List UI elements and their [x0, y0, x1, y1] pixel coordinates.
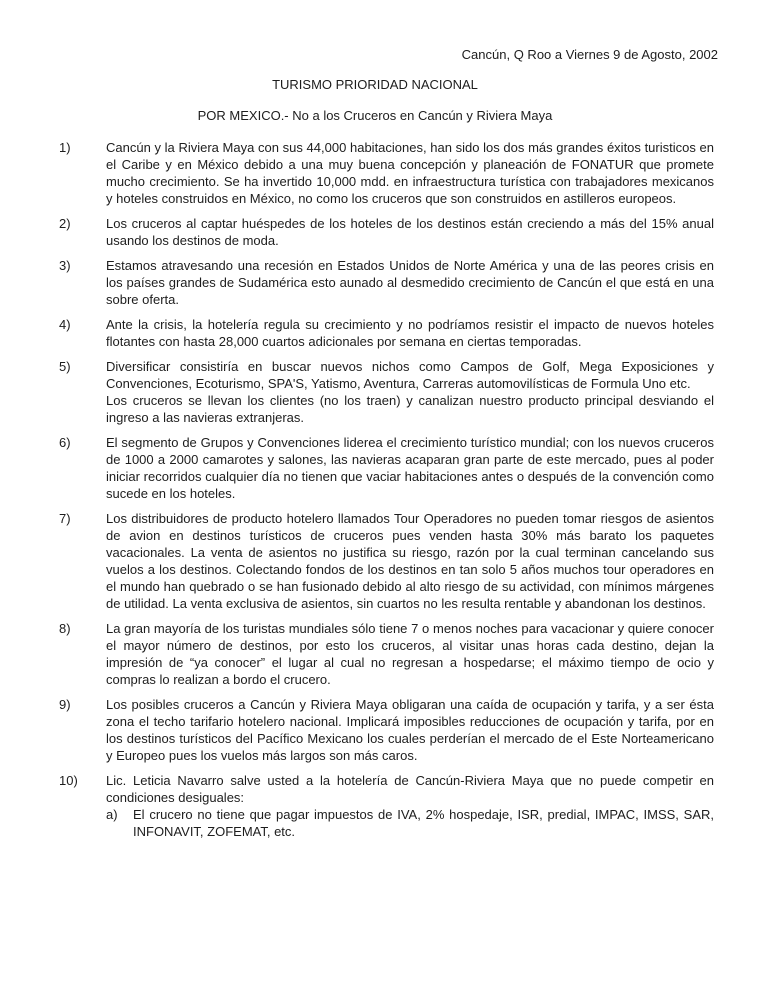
item-paragraph: La gran mayoría de los turistas mundiales sólo tiene 7 o menos noches para vacacionar y quiere conocer el mayor número de destinos, por esto los cruceros, al visitar unas horas cada destino, dejan la impresión de “ya conocer” el lugar al cual no regresan a hospedarse; el máximo tiempo de ocio y compras lo realizan a bordo el crucero.	[106, 620, 714, 687]
item-paragraph: El segmento de Grupos y Convenciones liderea el crecimiento turístico mundial; con los nuevos cruceros de 1000 a 2000 camarotes y salones, las navieras acaparan gran parte de este mercado, pues al poder iniciar recorridos cualquier día no tienen que vaciar habitaciones antes o después de la convención como sucede en los hoteles.	[106, 434, 714, 501]
item-paragraph: Lic. Leticia Navarro salve usted a la hotelería de Cancún-Riviera Maya que no puede competir en condiciones desiguales:	[106, 772, 714, 805]
item-body	[106, 316, 714, 350]
date-line: Cancún, Q Roo a Viernes 9 de Agosto, 2002	[461, 47, 718, 62]
list-item	[59, 772, 768, 840]
item-number: 1)	[59, 139, 71, 155]
item-number: 6)	[59, 434, 71, 450]
item-number: 2)	[59, 215, 71, 231]
item-body	[106, 510, 714, 612]
numbered-list	[0, 139, 768, 840]
item-number: 10)	[59, 772, 78, 788]
list-item	[59, 620, 768, 688]
document-title: TURISMO PRIORIDAD NACIONAL	[272, 77, 478, 92]
item-paragraph: Los cruceros al captar huéspedes de los hoteles de los destinos están creciendo a más del 15% anual usando los destinos de moda.	[106, 215, 714, 248]
document-subtitle: POR MEXICO.- No a los Cruceros en Cancún y Riviera Maya	[197, 107, 553, 123]
item-body	[106, 257, 714, 308]
item-paragraph: Estamos atravesando una recesión en Estados Unidos de Norte América y una de las peores crisis en los países grandes de Sudamérica esto aunado al desmedido crecimiento de Cancún el que está en una sobre oferta.	[106, 257, 714, 307]
list-item	[59, 510, 768, 612]
list-item	[59, 316, 768, 350]
item-paragraph: Ante la crisis, la hotelería regula su crecimiento y no podríamos resistir el impacto de nuevos hoteles flotantes con hasta 28,000 cuartos adicionales por semana en ciertas temporadas.	[106, 316, 714, 349]
list-item	[59, 434, 768, 502]
item-body	[106, 696, 714, 764]
item-paragraph: Diversificar consistiría en buscar nuevos nichos como Campos de Golf, Mega Exposiciones y Convenciones, Ecoturismo, SPA'S, Yatismo, Aventura, Carreras automovilísticas de Formula Uno etc.	[106, 358, 714, 391]
item-paragraph: Los posibles cruceros a Cancún y Riviera Maya obligaran una caída de ocupación y tarifa, y a ser ésta zona el techo tarifario hotelero nacional. Implicará imposibles reducciones de ocupación y tarifa, por en los destinos turísticos del Pacífico Mexicano los cuales perderían el mercado de el Este Norteamericano y Europeo pues los vuelos más largos son más caros.	[106, 696, 714, 763]
list-item	[59, 696, 768, 764]
item-body	[106, 139, 714, 207]
item-number: 4)	[59, 316, 71, 332]
item-paragraph: Cancún y la Riviera Maya con sus 44,000 habitaciones, han sido los dos más grandes éxitos turisticos en el Caribe y en México debido a una muy buena concepción y planeación de FONATUR que promete mucho crecimiento. Se ha invertido 10,000 mdd. en infraestructura turística con trabajadores mexicanos y hoteles construidos en México, no como los cruceros que son construidos en astilleros europeos.	[106, 139, 714, 206]
item-number: 9)	[59, 696, 71, 712]
item-number: 5)	[59, 358, 71, 374]
item-number: 7)	[59, 510, 71, 526]
subitem-text: El crucero no tiene que pagar impuestos de IVA, 2% hospedaje, ISR, predial, IMPAC, IMSS, SAR, INFONAVIT, ZOFEMAT, etc.	[133, 806, 714, 839]
item-number: 3)	[59, 257, 71, 273]
item-paragraph: Los cruceros se llevan los clientes (no los traen) y canalizan nuestro producto principal desviando el ingreso a las navieras extranjeras.	[106, 392, 714, 425]
item-paragraph: Los distribuidores de producto hotelero llamados Tour Operadores no pueden tomar riesgos de asientos de avion en destinos turísticos de cruceros pues venden hasta 30% más barato los paquetes vacacionales. La venta de asientos no justifica su riesgo, razón por la cual terminan cancelando sus vuelos a los destinos. Colectando fondos de los destinos en tan solo 5 años muchos tour operadores en el mundo han quebrado o se han fusionado debido al alto riesgo de su actividad, con mínimos márgenes de utilidad. La venta exclusiva de asientos, sin cuartos no les resulta rentable y abandonan los destinos.	[106, 510, 714, 611]
subitem-letter: a)	[106, 806, 118, 822]
item-body	[106, 358, 714, 426]
list-item	[59, 215, 768, 249]
item-body	[106, 215, 714, 249]
item-body	[106, 772, 714, 840]
item-body	[106, 620, 714, 688]
sub-list-item	[106, 806, 714, 840]
item-number: 8)	[59, 620, 71, 636]
list-item	[59, 257, 768, 308]
list-item	[59, 358, 768, 426]
item-body	[106, 434, 714, 502]
list-item	[59, 139, 768, 207]
